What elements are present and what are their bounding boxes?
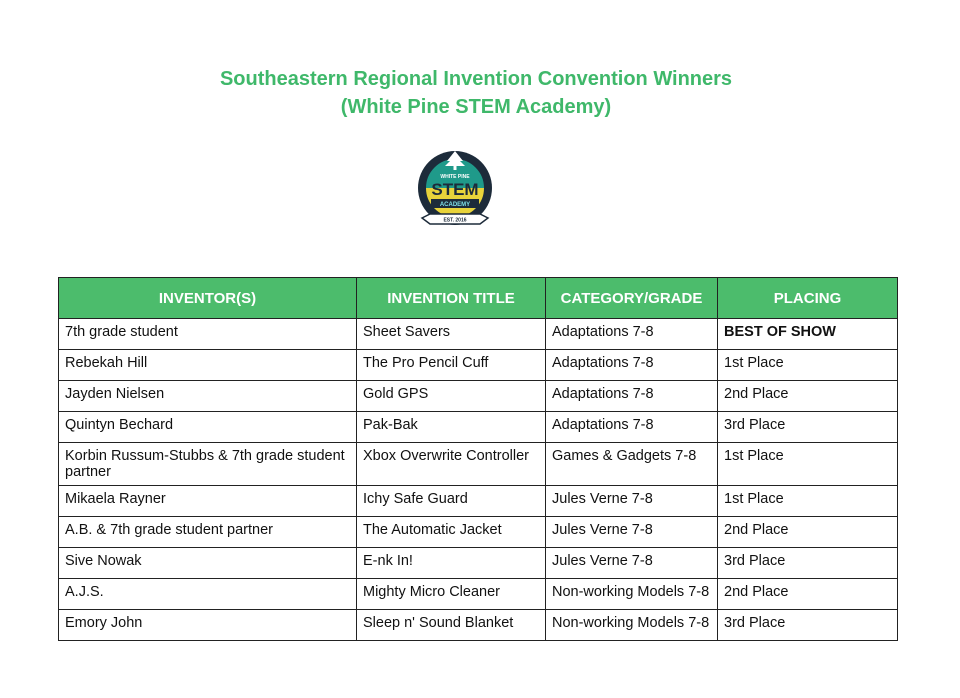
column-header-placing: PLACING (718, 278, 898, 319)
logo-stem-text: STEM (431, 180, 479, 199)
invention-title-cell: Xbox Overwrite Controller (357, 443, 546, 486)
invention-title-cell: The Pro Pencil Cuff (357, 350, 546, 381)
inventor-cell: 7th grade student (59, 319, 357, 350)
inventor-cell: Sive Nowak (59, 548, 357, 579)
school-logo (416, 148, 494, 236)
placing-cell: 1st Place (718, 486, 898, 517)
inventor-cell: Mikaela Rayner (59, 486, 357, 517)
table-row (59, 579, 898, 610)
invention-title-cell: Mighty Micro Cleaner (357, 579, 546, 610)
table-row (59, 443, 898, 486)
table-row (59, 319, 898, 350)
invention-title-cell: Pak-Bak (357, 412, 546, 443)
placing-cell: 3rd Place (718, 610, 898, 641)
table-row (59, 486, 898, 517)
table-row (59, 412, 898, 443)
placing-cell: 2nd Place (718, 381, 898, 412)
winners-table (58, 277, 898, 641)
category-cell: Jules Verne 7-8 (546, 517, 718, 548)
table-header-row (59, 278, 898, 319)
subtitle-line: (White Pine STEM Academy) (340, 96, 612, 118)
placing-cell: 2nd Place (718, 517, 898, 548)
table-row (59, 381, 898, 412)
category-cell: Adaptations 7-8 (546, 350, 718, 381)
table-row (59, 548, 898, 579)
placing-cell: 1st Place (718, 350, 898, 381)
invention-title-cell: E-nk In! (357, 548, 546, 579)
invention-title-cell: Sheet Savers (357, 319, 546, 350)
column-header-invention-title: INVENTION TITLE (357, 278, 546, 319)
inventor-cell: A.J.S. (59, 579, 357, 610)
column-header-inventors: INVENTOR(S) (59, 278, 357, 319)
category-cell: Jules Verne 7-8 (546, 486, 718, 517)
page-title (0, 65, 952, 121)
table-row (59, 350, 898, 381)
invention-title-cell: Sleep n' Sound Blanket (357, 610, 546, 641)
inventor-cell: A.B. & 7th grade student partner (59, 517, 357, 548)
placing-cell: 3rd Place (718, 412, 898, 443)
category-cell: Adaptations 7-8 (546, 319, 718, 350)
logo-est-text: EST. 2016 (443, 217, 467, 224)
table-row (59, 517, 898, 548)
category-cell: Non-working Models 7-8 (546, 579, 718, 610)
inventor-cell: Quintyn Bechard (59, 412, 357, 443)
logo-top-text: WHITE PINE (440, 174, 470, 180)
title-line: Southeastern Regional Invention Convention Winners (219, 68, 733, 90)
placing-cell: 1st Place (718, 443, 898, 486)
category-cell: Games & Gadgets 7-8 (546, 443, 718, 486)
inventor-cell: Rebekah Hill (59, 350, 357, 381)
logo-academy-text: ACADEMY (439, 202, 471, 208)
inventor-cell: Emory John (59, 610, 357, 641)
placing-cell: 2nd Place (718, 579, 898, 610)
placing-cell: 3rd Place (718, 548, 898, 579)
column-header-category-grade: CATEGORY/GRADE (546, 278, 718, 319)
category-cell: Adaptations 7-8 (546, 381, 718, 412)
category-cell: Non-working Models 7-8 (546, 610, 718, 641)
category-cell: Jules Verne 7-8 (546, 548, 718, 579)
category-cell: Adaptations 7-8 (546, 412, 718, 443)
placing-cell: BEST OF SHOW (718, 319, 898, 350)
inventor-cell: Jayden Nielsen (59, 381, 357, 412)
inventor-cell: Korbin Russum-Stubbs & 7th grade student partner (59, 443, 357, 486)
invention-title-cell: Ichy Safe Guard (357, 486, 546, 517)
table-row (59, 610, 898, 641)
invention-title-cell: The Automatic Jacket (357, 517, 546, 548)
invention-title-cell: Gold GPS (357, 381, 546, 412)
